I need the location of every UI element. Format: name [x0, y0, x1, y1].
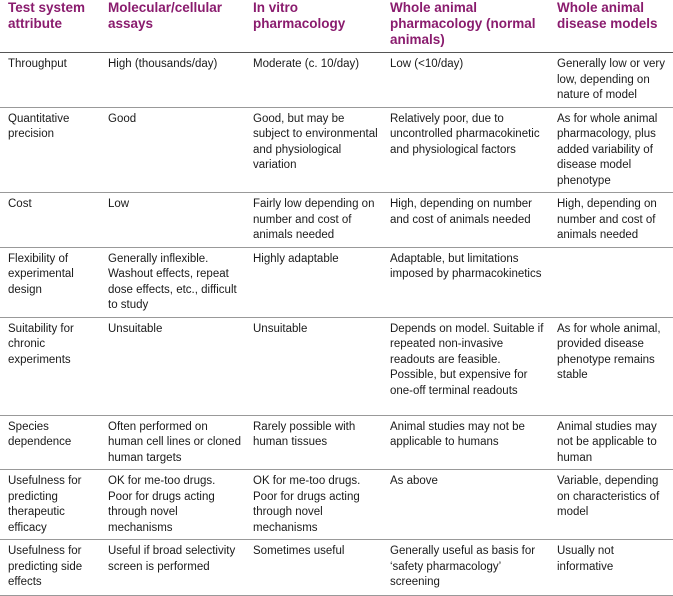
table-row [0, 247, 673, 317]
table-header [0, 0, 673, 53]
table-cell: Moderate (c. 10/day) [245, 53, 382, 108]
table-cell: As for whole animal, provided disease phenotype remains stable [549, 317, 673, 415]
table-cell: Generally low or very low, depending on nature of model [549, 53, 673, 108]
table-cell: Good [100, 107, 245, 193]
table-cell: Low (<10/day) [382, 53, 549, 108]
table-cell: Unsuitable [245, 317, 382, 415]
table-cell [549, 247, 673, 317]
table-cell: Unsuitable [100, 317, 245, 415]
table-cell: As for whole animal pharmacology, plus added variability of disease model phenotype [549, 107, 673, 193]
table-cell: Relatively poor, due to uncontrolled pharmacokinetic and physiological factors [382, 107, 549, 193]
row-label: Suitability for chronic experiments [0, 317, 100, 415]
table-cell: High, depending on number and cost of animals needed [382, 193, 549, 248]
row-label: Flexibility of experimental design [0, 247, 100, 317]
table-cell: Depends on model. Suitable if repeated non-invasive readouts are feasible. Possible, but expensive for one-off terminal readouts [382, 317, 549, 415]
header-attribute: Test system attribute [0, 0, 100, 53]
table-cell: OK for me-too drugs. Poor for drugs acting through novel mechanisms [100, 470, 245, 540]
table-cell: Highly adaptable [245, 247, 382, 317]
table-row [0, 107, 673, 193]
table-cell: Animal studies may not be applicable to human [549, 415, 673, 470]
table-cell: Usually not informative [549, 540, 673, 596]
row-label: Species dependence [0, 415, 100, 470]
row-label: Usefulness for predicting side effects [0, 540, 100, 596]
row-label: Quantitative precision [0, 107, 100, 193]
table-cell: Variable, depending on characteristics of model [549, 470, 673, 540]
table-cell: Fairly low depending on number and cost of animals needed [245, 193, 382, 248]
header-whole-animal-disease: Whole animal disease models [549, 0, 673, 53]
table-cell: Adaptable, but limitations imposed by pharmacokinetics [382, 247, 549, 317]
table-row [0, 193, 673, 248]
table-cell: Useful if broad selectivity screen is performed [100, 540, 245, 596]
table-cell: High, depending on number and cost of animals needed [549, 193, 673, 248]
row-label: Throughput [0, 53, 100, 108]
table-cell: Low [100, 193, 245, 248]
table-row [0, 470, 673, 540]
table-row [0, 540, 673, 596]
row-label: Usefulness for predicting therapeutic efficacy [0, 470, 100, 540]
header-molecular-cellular: Molecular/cellular assays [100, 0, 245, 53]
table-cell: Generally useful as basis for ‘safety pharmacology’ screening [382, 540, 549, 596]
table-cell: Rarely possible with human tissues [245, 415, 382, 470]
table-body [0, 53, 673, 596]
table-cell: Generally inflexible. Washout effects, repeat dose effects, etc., difficult to study [100, 247, 245, 317]
table-cell: Animal studies may not be applicable to humans [382, 415, 549, 470]
header-row [0, 0, 673, 53]
table-cell: OK for me-too drugs. Poor for drugs acting through novel mechanisms [245, 470, 382, 540]
table-cell: Often performed on human cell lines or cloned human targets [100, 415, 245, 470]
table-row [0, 53, 673, 108]
table-row [0, 317, 673, 415]
header-in-vitro: In vitro pharmacology [245, 0, 382, 53]
table-cell: Good, but may be subject to environmental and physiological variation [245, 107, 382, 193]
table-row [0, 415, 673, 470]
table-cell: As above [382, 470, 549, 540]
row-label: Cost [0, 193, 100, 248]
table-cell: High (thousands/day) [100, 53, 245, 108]
table-cell: Sometimes useful [245, 540, 382, 596]
header-whole-animal-normal: Whole animal pharmacology (normal animals) [382, 0, 549, 53]
